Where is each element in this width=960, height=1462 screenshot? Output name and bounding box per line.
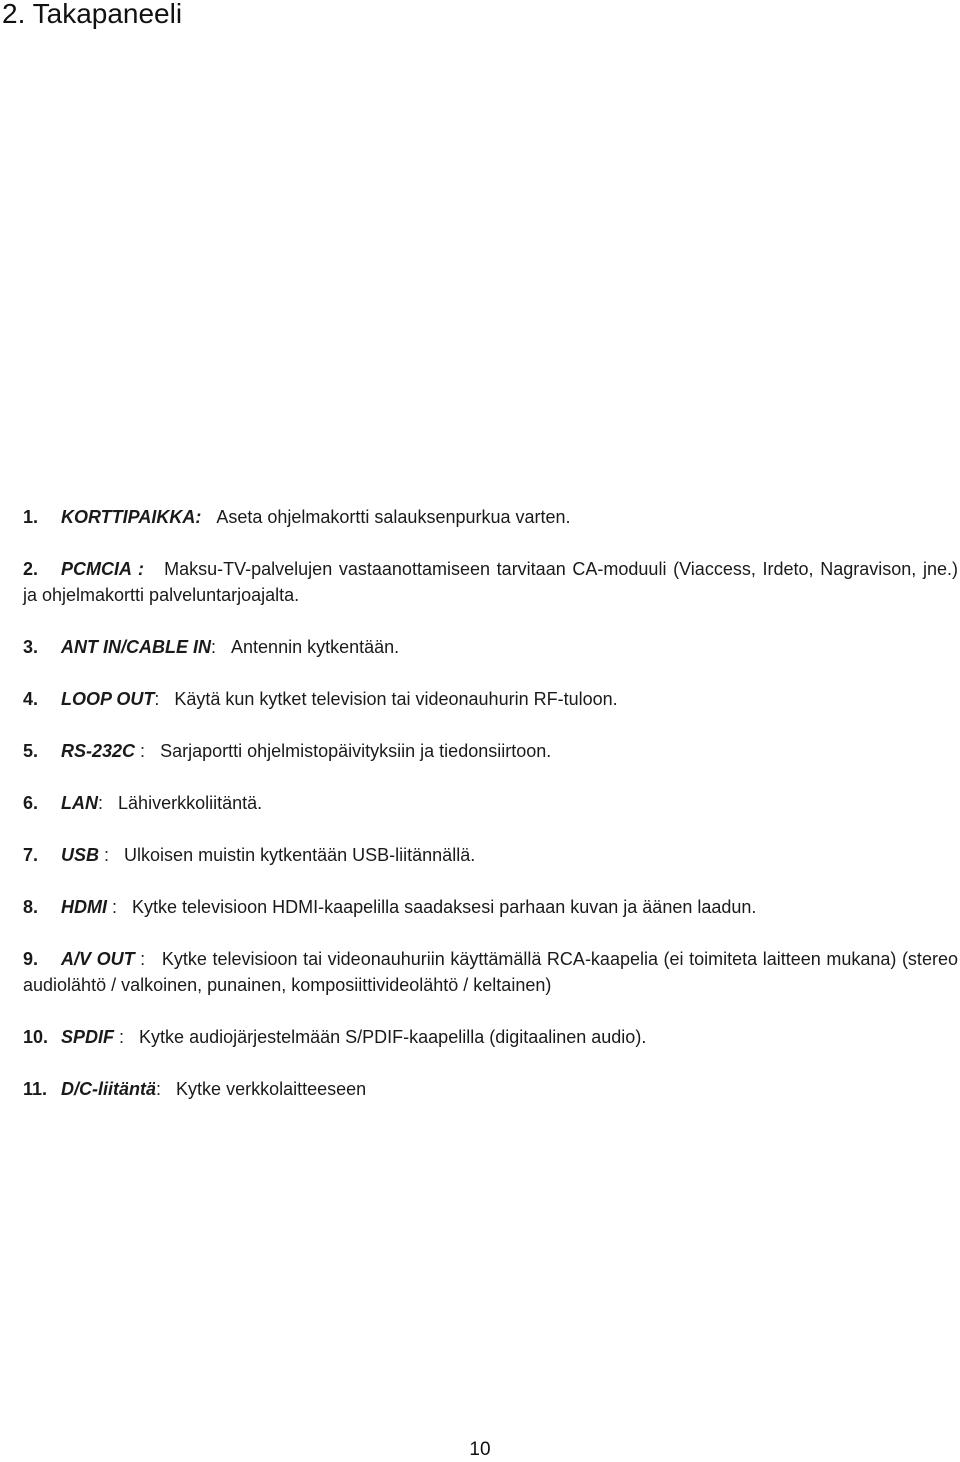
list-item-loop-out	[23, 686, 958, 712]
item-number: 11.	[23, 1079, 48, 1099]
item-description: Ulkoisen muistin kytkentään USB-liitännällä.	[124, 845, 476, 865]
item-number: 3.	[23, 637, 39, 657]
item-label: LAN	[61, 793, 98, 813]
item-number: 5.	[23, 741, 39, 761]
item-label: LOOP OUT	[61, 689, 155, 709]
item-label: PCMCIA :	[61, 559, 145, 579]
item-separator: :	[114, 1027, 125, 1047]
item-description: Maksu-TV-palvelujen vastaanottamiseen tarvitaan CA-moduuli (Viaccess, Irdeto, Nagravison, jne.) ja ohjelmakortti palveluntarjoajalta.	[23, 559, 959, 605]
item-label: D/C-liitäntä	[61, 1079, 157, 1099]
item-number: 8.	[23, 897, 39, 917]
list-item-ant-in	[23, 634, 958, 660]
item-description: Kytke televisioon tai videonauhuriin käyttämällä RCA-kaapelia (ei toimiteta laitteen mukana) (stereo audiolähtö / valkoinen, punainen, komposiittivideolähtö / keltainen)	[23, 949, 958, 995]
list-item-korttipaikka	[23, 504, 958, 530]
list-item-rs232c	[23, 738, 958, 764]
item-separator: :	[154, 689, 160, 709]
item-separator: :	[134, 949, 146, 969]
item-number: 9.	[23, 949, 39, 969]
item-description: Kytke audiojärjestelmään S/PDIF-kaapelilla (digitaalinen audio).	[139, 1027, 647, 1047]
item-separator: :	[211, 637, 217, 657]
list-item-hdmi	[23, 894, 958, 920]
list-item-pcmcia	[23, 556, 958, 608]
list-item-av-out	[23, 946, 958, 998]
list-item-dc-liitanta	[23, 1076, 958, 1102]
item-description: Antennin kytkentään.	[231, 637, 400, 657]
item-description: Kytke verkkolaitteeseen	[176, 1079, 367, 1099]
list-item-spdif	[23, 1024, 958, 1050]
item-number: 10.	[23, 1027, 49, 1047]
item-description: Sarjaportti ohjelmistopäivityksiin ja tiedonsiirtoon.	[160, 741, 552, 761]
item-number: 1.	[23, 507, 39, 527]
item-separator: :	[98, 793, 104, 813]
item-number: 2.	[23, 559, 39, 579]
item-label: A/V OUT	[61, 949, 135, 969]
item-description: Aseta ohjelmakortti salauksenpurkua varten.	[216, 507, 571, 527]
list-item-lan	[23, 790, 958, 816]
item-number: 7.	[23, 845, 39, 865]
item-number: 6.	[23, 793, 39, 813]
item-description: Käytä kun kytket television tai videonauhurin RF-tuloon.	[174, 689, 618, 709]
item-separator: :	[107, 897, 118, 917]
item-label: USB	[61, 845, 100, 865]
item-separator: :	[135, 741, 146, 761]
page-title: 2. Takapaneeli	[2, 0, 183, 29]
item-label: KORTTIPAIKKA:	[61, 507, 202, 527]
item-label: RS-232C	[61, 741, 136, 761]
item-number: 4.	[23, 689, 39, 709]
page-number: 10	[469, 1439, 491, 1460]
item-label: ANT IN/CABLE IN	[61, 637, 211, 657]
item-description: Lähiverkkoliitäntä.	[118, 793, 263, 813]
item-label: HDMI	[61, 897, 107, 917]
item-separator: :	[156, 1079, 162, 1099]
item-separator: :	[99, 845, 110, 865]
item-label: SPDIF	[61, 1027, 115, 1047]
item-description: Kytke televisioon HDMI-kaapelilla saadaksesi parhaan kuvan ja äänen laadun.	[132, 897, 757, 917]
list-item-usb	[23, 842, 958, 868]
